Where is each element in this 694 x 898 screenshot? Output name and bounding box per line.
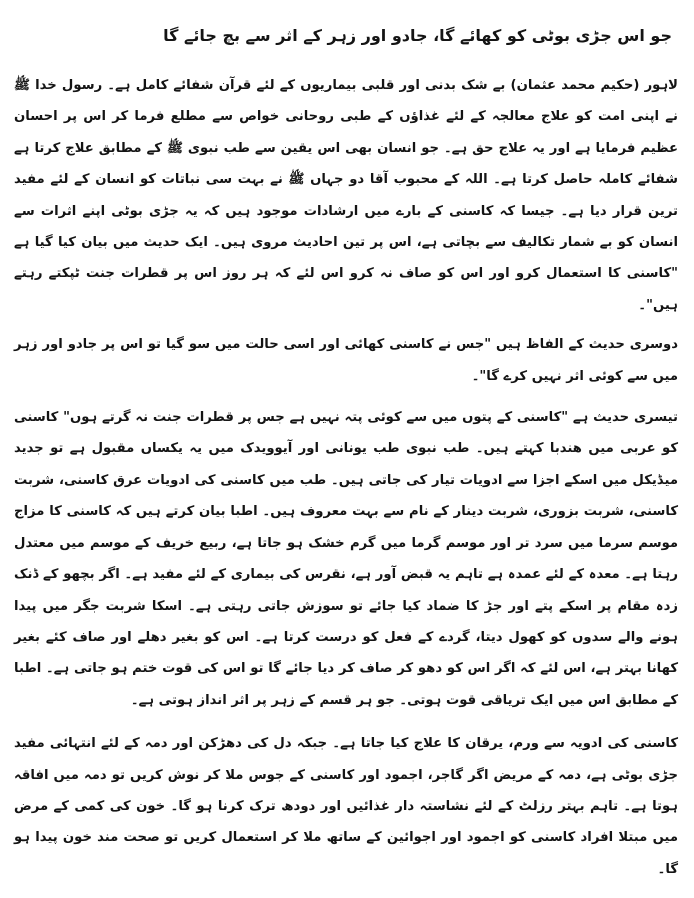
paragraph-second-hadith: دوسری حدیث کے الفاظ ہیں "جس نے کاسنی کھائی اور اسی حالت میں سو گیا تو اس پر جادو اور زہر میں سے کوئی اثر نہیں کرے گا"۔ xyxy=(14,337,678,384)
article-headline: جو اس جڑی بوٹی کو کھائے گا، جادو اور زہر کے اثر سے بچ جائے گا xyxy=(163,26,672,45)
paragraph-intro: لاہور (حکیم محمد عثمان) بے شک بدنی اور قلبی بیماریوں کے لئے قرآن شفائے کامل ہے۔ رسول خدا ﷺ نے اپنی امت کو علاج معالجہ کے لئے غذاؤں کے طبی روحانی خواص سے مطلع فرما کر اس پر احسان عظیم فرمایا ہے اور یہ علاج حق ہے۔ جو انسان بھی اس یقین سے طب نبوی ﷺ کے مطابق علاج کرتا ہے شفائے کاملہ حاصل کرتا ہے۔ اللہ کے محبوب آقا دو جہاں ﷺ نے بہت سی نباتات کو انسان کے لئے مفید ترین قرار دیا ہے۔ جیسا کہ کاسنی کے بارے میں ارشادات موجود ہیں کہ یہ جڑی بوٹی اپنے اثرات سے انسان کو بے شمار تکالیف سے بچاتی ہے، اس پر تین احادیث مروی ہیں۔ ایک حدیث میں بیان کیا گیا ہے "کاسنی کا استعمال کرو اور اس کو صاف نہ کرو اس لئے کہ ہر روز اس پر قطرات جنت ٹپکتے رہتے ہیں"۔ xyxy=(14,78,678,313)
paragraph-third-hadith: تیسری حدیث ہے "کاسنی کے پتوں میں سے کوئی پتہ نہیں ہے جس پر قطرات جنت نہ گرتے ہوں" کاسنی کو عربی میں ھندبا کہتے ہیں۔ طب نبوی طب یونانی اور آیوویدک میں یہ یکساں مقبول ہے تو جدید میڈیکل میں اسکے اجزا سے ادویات تیار کی جاتی ہیں۔ طب میں کاسنی کی ادویات عرق کاسنی، شربت کاسنی، شربت بزوری، شربت دینار کے نام سے بہت معروف ہیں۔ اطبا بیان کرتے ہیں کہ کاسنی کا مزاج موسم سرما میں سرد تر اور موسم گرما میں گرم خشک ہو جاتا ہے، ربیع خریف کے موسم میں معتدل رہتا ہے۔ معدہ کے لئے عمدہ ہے تاہم یہ قبض آور ہے، نقرس کی بیماری کے لئے مفید ہے۔ اگر بچھو کے ڈنک زدہ مقام پر اسکے پتے اور جڑ کا ضماد کیا جائے تو سوزش جاتی رہتی ہے۔ اسکا شربت جگر میں پیدا ہونے والے سدوں کو کھول دیتا، گردے کے فعل کو درست کرتا ہے۔ اس کو بغیر دھلے اور صاف کئے بغیر کھانا بہتر ہے، اس لئے کہ اگر اس کو دھو کر صاف کر دیا جائے گا تو اس کی قوت ختم ہو جاتی ہے۔ اطبا کے مطابق اس میں ایک تریاقی قوت ہوتی۔ جو ہر قسم کے زہر پر اثر انداز ہوتی ہے۔ xyxy=(14,410,678,708)
paragraph-remedies: کاسنی کی ادویہ سے ورم، یرقان کا علاج کیا جاتا ہے۔ جبکہ دل کی دھڑکن اور دمہ کے لئے انتہائی مفید جڑی بوٹی ہے، دمہ کے مریض اگر گاجر، اجمود اور کاسنی کے جوس ملا کر نوش کریں تو دمہ میں افاقہ ہوتا ہے۔ تاہم بہتر رزلٹ کے لئے نشاستہ دار غذائیں اور دودھ ترک کرنا ہو گا۔ خون کی کمی کے مرض میں مبتلا افراد کاسنی کو اجمود اور اجوائین کے ساتھ ملا کر استعمال کریں تو صحت مند خون پیدا ہو گا۔ xyxy=(14,736,678,877)
